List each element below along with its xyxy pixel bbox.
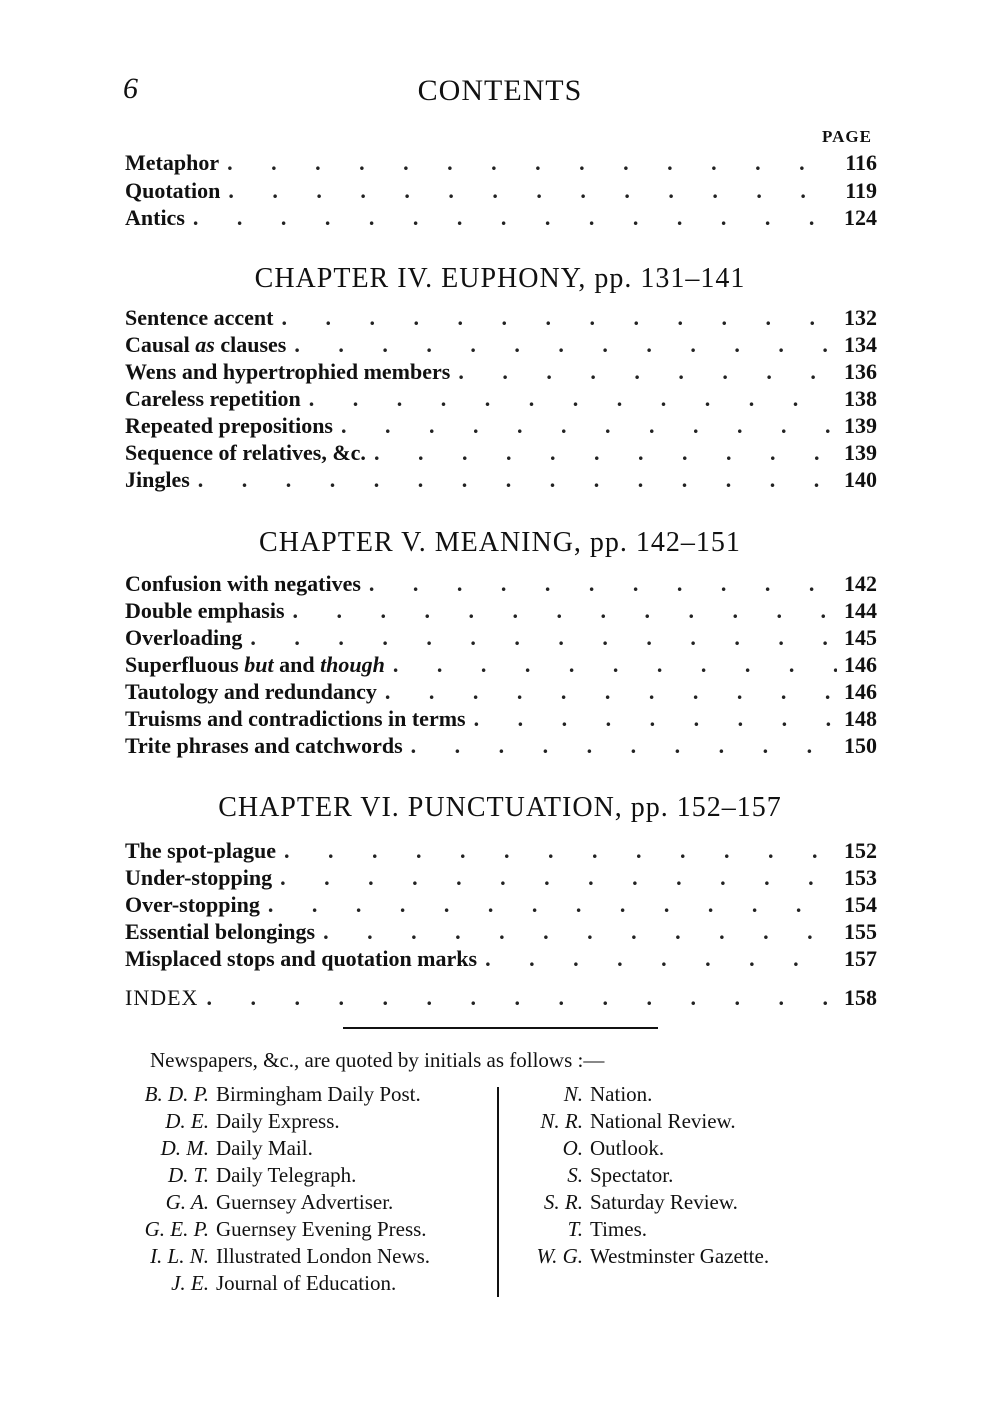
abbreviations-right-column xyxy=(520,1082,769,1271)
abbreviation-row: B. D. P. Birmingham Daily Post. xyxy=(144,1082,421,1106)
toc-entry[interactable]: Sentence accent . 132 xyxy=(125,305,877,332)
toc-entry-index[interactable]: INDEX . 158 xyxy=(125,985,877,1012)
toc-entry[interactable]: Jingles . 140 xyxy=(125,467,877,494)
toc-entry[interactable]: The spot-plague . 152 xyxy=(125,838,877,865)
abbreviation-row: S. Spectator. xyxy=(567,1163,674,1187)
abbreviation-row: O. Outlook. xyxy=(562,1136,665,1160)
chapter-heading: CHAPTER V. MEANING, pp. 142–151 xyxy=(259,527,741,558)
chapter-heading: CHAPTER IV. EUPHONY, pp. 131–141 xyxy=(254,263,746,294)
toc-entry[interactable]: Metaphor . 116 xyxy=(125,150,877,177)
toc-entry[interactable]: Wens and hypertrophied members . 136 xyxy=(125,359,877,386)
abbreviation-row: N. R. National Review. xyxy=(540,1109,736,1133)
page-column-label: PAGE xyxy=(822,127,872,146)
toc-entry[interactable]: Superfluous but and though . 146 xyxy=(125,652,877,679)
abbreviation-row: N. Nation. xyxy=(563,1082,653,1106)
abbreviation-row: G. A. Guernsey Advertiser. xyxy=(165,1190,394,1214)
toc-entry[interactable]: Double emphasis . 144 xyxy=(125,598,877,625)
abbreviation-row: S. R. Saturday Review. xyxy=(543,1190,738,1214)
toc-entry[interactable]: Careless repetition . 138 xyxy=(125,386,877,413)
toc-entry[interactable]: Antics . 124 xyxy=(125,205,877,232)
abbreviations-intro: Newspapers, &c., are quoted by initials as follows :— xyxy=(150,1048,605,1072)
toc-entry[interactable]: Confusion with negatives . 142 xyxy=(125,571,877,598)
abbreviation-row: W. G. Westminster Gazette. xyxy=(536,1244,770,1268)
toc-entry[interactable]: Repeated prepositions . 139 xyxy=(125,413,877,440)
toc-entry[interactable]: Essential belongings . 155 xyxy=(125,919,877,946)
running-head: CONTENTS xyxy=(417,74,583,107)
column-divider xyxy=(497,1087,499,1297)
toc-entry[interactable]: Misplaced stops and quotation marks . 157 xyxy=(125,946,877,973)
section-divider xyxy=(343,1027,658,1029)
toc-entry[interactable]: Tautology and redundancy . 146 xyxy=(125,679,877,706)
abbreviations-left-column xyxy=(117,1082,430,1298)
toc-entry[interactable]: Over-stopping . 154 xyxy=(125,892,877,919)
abbreviation-row: T. Times. xyxy=(567,1217,648,1241)
toc-entry[interactable]: Causal as clauses . 134 xyxy=(125,332,877,359)
toc-entry[interactable]: Trite phrases and catchwords . 150 xyxy=(125,733,877,760)
abbreviation-row: D. T. Daily Telegraph. xyxy=(167,1163,357,1187)
abbreviation-row: J. E. Journal of Education. xyxy=(171,1271,397,1295)
toc-entry[interactable]: Overloading . 145 xyxy=(125,625,877,652)
abbreviation-row: I. L. N. Illustrated London News. xyxy=(150,1244,431,1268)
toc-entry[interactable]: Sequence of relatives, &c. . 139 xyxy=(125,440,877,467)
toc-entry[interactable]: Truisms and contradictions in terms . 148 xyxy=(125,706,877,733)
abbreviation-row: G. E. P. Guernsey Evening Press. xyxy=(144,1217,427,1241)
toc-entry[interactable]: Under-stopping . 153 xyxy=(125,865,877,892)
abbreviation-row: D. E. Daily Express. xyxy=(165,1109,340,1133)
toc-entry[interactable]: Quotation . 119 xyxy=(125,178,877,205)
page-number: 6 xyxy=(123,72,138,105)
abbreviation-row: D. M. Daily Mail. xyxy=(160,1136,313,1160)
chapter-heading: CHAPTER VI. PUNCTUATION, pp. 152–157 xyxy=(218,792,782,823)
